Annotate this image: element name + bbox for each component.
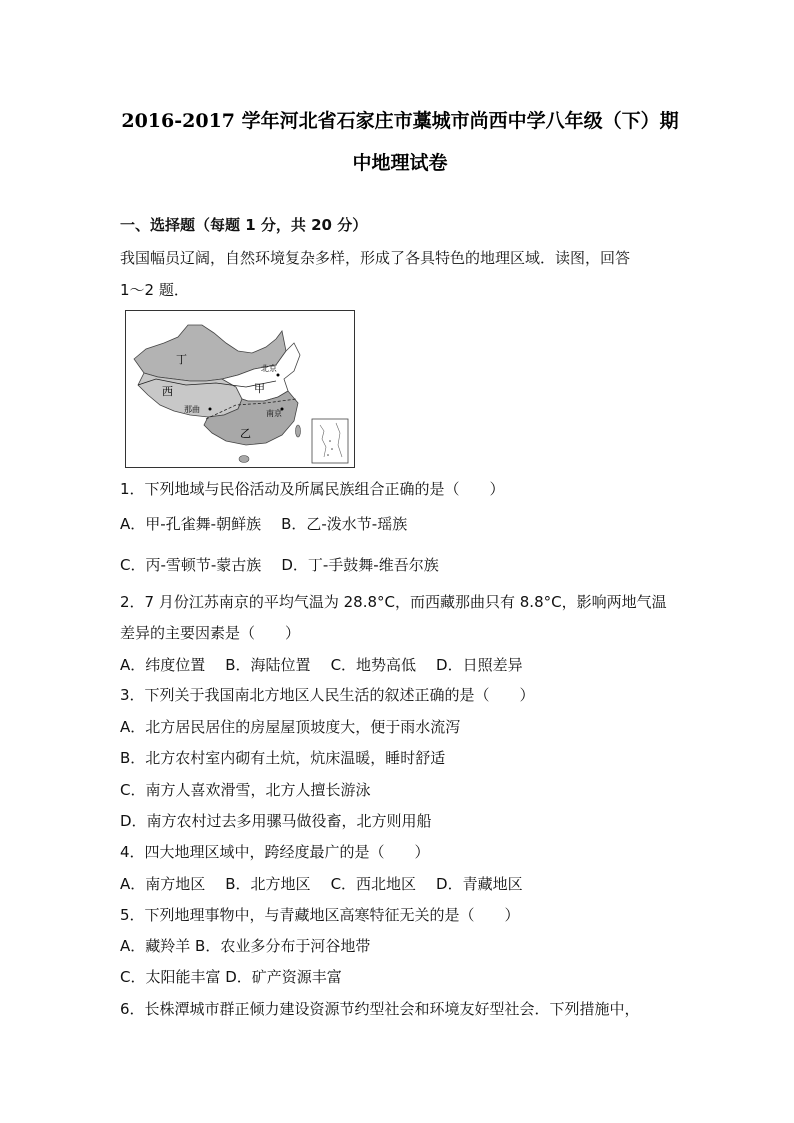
q4-stem: 4．四大地理区域中，跨经度最广的是（ ） xyxy=(120,843,430,861)
q4-option-b: B．北方地区 xyxy=(225,875,311,893)
q4-option-a: A．南方地区 xyxy=(120,875,206,893)
map-label-ding: 丁 xyxy=(176,353,187,366)
q5-options-ab: A．藏羚羊 B．农业多分布于河谷地带 xyxy=(120,937,371,955)
q2-option-a: A．纬度位置 xyxy=(120,656,206,674)
q3-stem: 3．下列关于我国南北方地区人民生活的叙述正确的是（ ） xyxy=(120,686,535,704)
map-label-yi: 乙 xyxy=(240,427,251,440)
q2-option-c: C．地势高低 xyxy=(330,656,417,674)
q5-stem: 5．下列地理事物中，与青藏地区高寒特征无关的是（ ） xyxy=(120,906,520,924)
map-label-jia: 甲 xyxy=(254,382,265,395)
q3-option-b: B．北方农村室内砌有土炕，炕床温暖，睡时舒适 xyxy=(120,749,446,767)
map-label-nanjing: 南京 xyxy=(266,409,282,418)
q4-option-d: D．青藏地区 xyxy=(436,875,523,893)
q5-options-cd: C．太阳能丰富 D．矿产资源丰富 xyxy=(120,968,342,986)
q3-option-a: A．北方居民居住的房屋屋顶坡度大，便于雨水流泻 xyxy=(120,718,461,736)
q1-option-c: C．丙-雪顿节-蒙古族 xyxy=(120,556,262,574)
q2-stem-line-2: 差异的主要因素是（ ） xyxy=(120,624,301,642)
exam-title-line-2: 中地理试卷 xyxy=(352,152,448,174)
q1-options-ab xyxy=(120,513,407,534)
q1-option-d: D．丁-手鼓舞-维吾尔族 xyxy=(281,556,439,574)
map-label-xi: 西 xyxy=(162,385,173,398)
map-label-naqu: 那曲 xyxy=(184,405,200,414)
intro-line-1: 我国幅员辽阔，自然环境复杂多样，形成了各具特色的地理区域．读图，回答 xyxy=(120,249,631,267)
q3-option-c: C．南方人喜欢滑雪，北方人擅长游泳 xyxy=(120,781,371,799)
q2-options xyxy=(120,654,543,675)
q4-options xyxy=(120,873,543,894)
q3-option-d: D．南方农村过去多用骡马做役畜，北方则用船 xyxy=(120,812,432,830)
q2-option-d: D．日照差异 xyxy=(436,656,523,674)
q4-option-c: C．西北地区 xyxy=(330,875,417,893)
q1-option-a: A．甲-孔雀舞-朝鲜族 xyxy=(120,515,262,533)
map-label-beijing: 北京 xyxy=(261,364,277,373)
section-heading: 一、选择题（每题 1 分，共 20 分） xyxy=(120,216,368,234)
q1-stem: 1．下列地域与民俗活动及所属民族组合正确的是（ ） xyxy=(120,480,505,498)
q2-stem-line-1: 2．7 月份江苏南京的平均气温为 28.8°C，而西藏那曲只有 8.8°C，影响两地气温 xyxy=(120,593,667,611)
intro-line-2: 1～2 题． xyxy=(120,281,189,299)
exam-title-line-1: 2016-2017 学年河北省石家庄市藁城市尚西中学八年级（下）期 xyxy=(121,110,679,132)
q2-option-b: B．海陆位置 xyxy=(225,656,311,674)
china-regions-map xyxy=(125,310,355,468)
q1-options-cd xyxy=(120,554,439,575)
q1-option-b: B．乙-泼水节-瑶族 xyxy=(281,515,408,533)
q6-stem: 6．长株潭城市群正倾力建设资源节约型社会和环境友好型社会．下列措施中， xyxy=(120,1000,640,1018)
